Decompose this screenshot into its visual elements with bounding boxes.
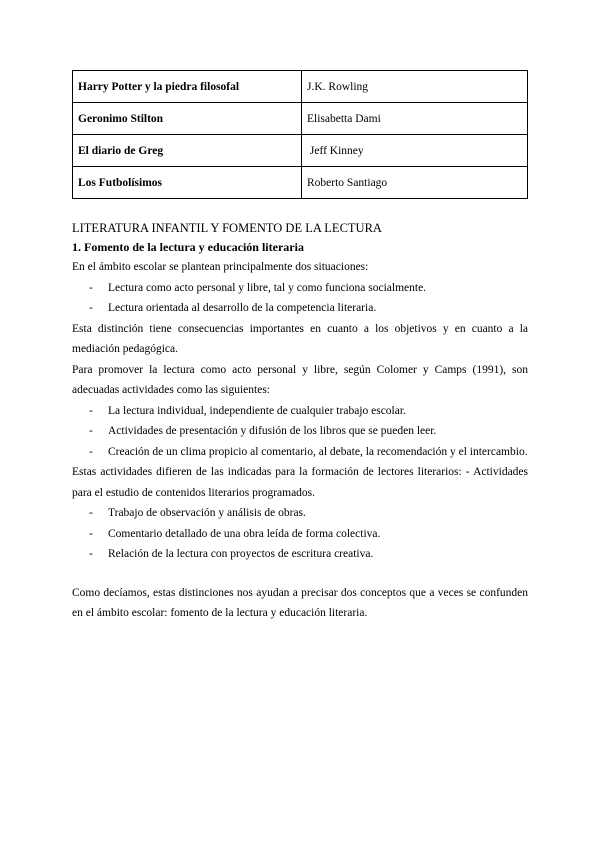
list-item-text: Relación de la lectura con proyectos de escritura creativa. [108, 548, 374, 560]
section-subheading: 1. Fomento de la lectura y educación literaria [72, 240, 304, 254]
list-item-text: Lectura orientada al desarrollo de la competencia literaria. [108, 302, 377, 314]
activities-list [72, 401, 528, 463]
dash-bullet: - [89, 425, 93, 437]
book-author-cell: Roberto Santiago [302, 167, 528, 199]
paragraph-spacer [72, 565, 528, 583]
table-row [73, 71, 528, 103]
book-title-cell: Harry Potter y la piedra filosofal [73, 71, 302, 103]
books-table [72, 70, 528, 199]
intro-paragraph: En el ámbito escolar se plantean principalmente dos situaciones: [72, 261, 369, 273]
dash-bullet: - [89, 281, 93, 294]
document-page [72, 70, 528, 624]
book-title-cell: Geronimo Stilton [73, 103, 302, 135]
list-item [72, 544, 528, 565]
situations-list [72, 278, 528, 319]
list-item-text: Creación de un clima propicio al comentario, al debate, la recomendación y el intercambio. [108, 445, 528, 458]
list-item-text: Actividades de presentación y difusión de los libros que se pueden leer. [108, 425, 437, 437]
list-item-text: La lectura individual, independiente de cualquier trabajo escolar. [108, 404, 406, 417]
dash-bullet: - [89, 302, 93, 314]
section-heading: LITERATURA INFANTIL Y FOMENTO DE LA LECTURA [72, 221, 382, 235]
list-item-text: Trabajo de observación y análisis de obras. [108, 507, 306, 519]
book-author-cell: Elisabetta Dami [302, 103, 528, 135]
differ-paragraph: Estas actividades difieren de las indicadas para la formación de lectores literarios: - Actividades para el estudio de contenidos literarios programados. [72, 466, 528, 499]
dash-bullet: - [89, 404, 93, 417]
promote-paragraph: Para promover la lectura como acto personal y libre, según Colomer y Camps (1991), son adecuadas actividades como las siguientes: [72, 363, 528, 396]
list-item-text: Lectura como acto personal y libre, tal y como funciona socialmente. [108, 281, 427, 294]
dash-bullet: - [89, 548, 93, 560]
book-author-cell: Jeff Kinney [302, 135, 528, 167]
list-item [72, 503, 528, 524]
list-item [72, 278, 528, 299]
list-item [72, 421, 528, 442]
book-title-cell: El diario de Greg [73, 135, 302, 167]
literary-activities-list [72, 503, 528, 565]
list-item-text: Comentario detallado de una obra leída de forma colectiva. [108, 527, 381, 540]
list-item [72, 524, 528, 545]
table-row [73, 103, 528, 135]
list-item [72, 298, 528, 319]
table-row [73, 135, 528, 167]
dash-bullet: - [89, 445, 93, 458]
list-item [72, 442, 528, 463]
book-author-cell: J.K. Rowling [302, 71, 528, 103]
dash-bullet: - [89, 507, 93, 519]
distinction-paragraph: Esta distinción tiene consecuencias importantes en cuanto a los objetivos y en cuanto a la mediación pedagógica. [72, 322, 528, 355]
dash-bullet: - [89, 527, 93, 540]
conclusion-paragraph: Como decíamos, estas distinciones nos ayudan a precisar dos conceptos que a veces se confunden en el ámbito escolar: fomento de la lectura y educación literaria. [72, 586, 528, 619]
list-item [72, 401, 528, 422]
table-row [73, 167, 528, 199]
book-title-cell: Los Futbolísimos [73, 167, 302, 199]
